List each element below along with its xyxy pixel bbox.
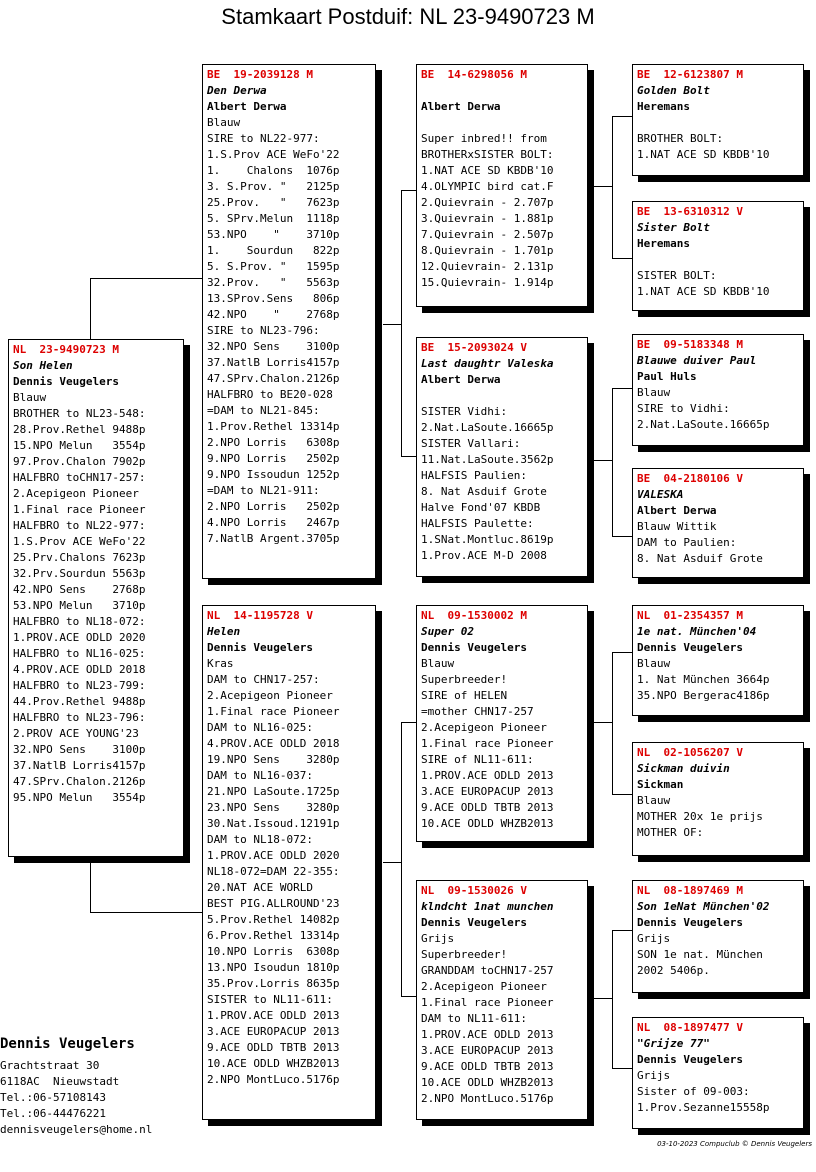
pigeon-owner: Sickman — [637, 778, 684, 791]
pedigree-line: Blauw — [637, 386, 671, 399]
pedigree-line: Grijs — [421, 932, 455, 945]
ring-number: NL 01-2354357 M — [637, 609, 743, 622]
pedigree-line: 42.NPO Sens 2768p — [13, 583, 146, 596]
ring-number: BE 14-6298056 M — [421, 68, 527, 81]
pedigree-line: SIRE of NL11-611: — [421, 753, 534, 766]
connector-line — [90, 856, 91, 912]
pigeon-owner: Dennis Veugelers — [207, 641, 313, 654]
pedigree-line: GRANDDAM toCHN17-257 — [421, 964, 554, 977]
pigeon-name: Son Helen — [13, 359, 73, 372]
pedigree-line: 30.Nat.Issoud.12191p — [207, 817, 340, 830]
pedigree-line: 32.Prv.Sourdun 5563p — [13, 567, 146, 580]
pigeon-name — [421, 83, 583, 99]
pedigree-line: 95.NPO Melun 3554p — [13, 791, 146, 804]
pedigree-line: 1.NAT ACE SD KBDB'10 — [637, 285, 770, 298]
connector-line — [594, 460, 612, 461]
connector-line — [594, 722, 612, 723]
pedigree-line: 13.SProv.Sens 806p — [207, 292, 340, 305]
pedigree-line: SIRE to NL23-796: — [207, 324, 320, 337]
pedigree-line: 5.Prov.Rethel 14082p — [207, 913, 340, 926]
pedigree-line: 10.NPO Lorris 6308p — [207, 945, 340, 958]
pedigree-line: HALFBRO to NL16-025: — [13, 647, 146, 660]
pedigree-line: 2.Nat.LaSoute.16665p — [421, 421, 554, 434]
pedigree-line: 37.NatlB Lorris4157p — [207, 356, 340, 369]
pedigree-line: 7.NatlB Argent.3705p — [207, 532, 340, 545]
connector-line — [401, 722, 417, 723]
pedigree-line: Super inbred!! from — [421, 132, 547, 145]
pedigree-line: 53.NPO " 3710p — [207, 228, 340, 241]
pedigree-line: Blauw — [421, 657, 455, 670]
pigeon-name: Sister Bolt — [637, 221, 710, 234]
pigeon-card-dds[interactable] — [632, 880, 804, 993]
pigeon-name: Den Derwa — [207, 84, 267, 97]
pedigree-line: SISTER BOLT: — [637, 269, 717, 282]
pedigree-line: 9.NPO Lorris 2502p — [207, 452, 340, 465]
pedigree-line: 8. Nat Asduif Grote — [421, 485, 547, 498]
pedigree-line: =mother CHN17-257 — [421, 705, 534, 718]
pedigree-line: 1. Chalons 1076p — [207, 164, 340, 177]
connector-line — [612, 258, 632, 259]
ring-number: NL 08-1897469 M — [637, 884, 743, 897]
owner-block — [0, 1034, 152, 1138]
connector-line — [612, 536, 632, 537]
connector-line — [90, 278, 204, 279]
pigeon-owner: Paul Huls — [637, 370, 697, 383]
pigeon-card-sdd[interactable] — [632, 468, 804, 578]
pigeon-owner: Albert Derwa — [207, 100, 287, 113]
pedigree-line: HALFBRO to NL23-799: — [13, 679, 146, 692]
pedigree-line: SIRE to Vidhi: — [637, 402, 730, 415]
pedigree-line: 9.ACE ODLD TBTB 2013 — [207, 1041, 340, 1054]
pedigree-line: DAM to NL16-025: — [207, 721, 313, 734]
pigeon-name: Son 1eNat München'02 — [637, 900, 770, 913]
pigeon-name: Helen — [207, 625, 241, 638]
pedigree-line: 42.NPO " 2768p — [207, 308, 340, 321]
footer-credit: 03-10-2023 Compuclub © Dennis Veugelers — [657, 1140, 812, 1148]
pedigree-line: Sister of 09-003: — [637, 1085, 750, 1098]
pigeon-owner: Albert Derwa — [421, 373, 501, 386]
pedigree-line: 1.S.Prov ACE WeFo'22 — [207, 148, 340, 161]
connector-line — [401, 190, 402, 456]
pigeon-owner: Albert Derwa — [637, 504, 717, 517]
pigeon-name: VALESKA — [637, 488, 684, 501]
pedigree-line — [637, 115, 799, 131]
ring-number: NL 02-1056207 V — [637, 746, 743, 759]
connector-line — [612, 930, 613, 1068]
pedigree-line: DAM to NL11-611: — [421, 1012, 527, 1025]
pedigree-line: 23.NPO Sens 3280p — [207, 801, 340, 814]
pedigree-line: 1.Final race Pioneer — [421, 996, 554, 1009]
pigeon-name: "Grijze 77" — [637, 1037, 710, 1050]
pedigree-line: MOTHER OF: — [637, 826, 704, 839]
pedigree-line: 3.ACE EUROPACUP 2013 — [207, 1025, 340, 1038]
connector-line — [594, 998, 612, 999]
pedigree-line: BEST PIG.ALLROUND'23 — [207, 897, 340, 910]
pedigree-line: 1.NAT ACE SD KBDB'10 — [421, 164, 554, 177]
connector-line — [612, 794, 632, 795]
pedigree-line: SISTER Vidhi: — [421, 405, 508, 418]
connector-line — [401, 190, 417, 191]
pedigree-line: 47.SPrv.Chalon.2126p — [13, 775, 146, 788]
pigeon-owner: Albert Derwa — [421, 100, 501, 113]
pedigree-line: 3. S.Prov. " 2125p — [207, 180, 340, 193]
pigeon-card-dss[interactable] — [632, 605, 804, 716]
pedigree-line: 8.Quievrain - 1.701p — [421, 244, 554, 257]
pedigree-line: SISTER Vallari: — [421, 437, 521, 450]
pedigree-line: Blauw Wittik — [637, 520, 717, 533]
pedigree-line: 4.OLYMPIC bird cat.F — [421, 180, 554, 193]
pedigree-line: 1.SNat.Montluc.8619p — [421, 533, 554, 546]
pedigree-line: 5. S.Prov. " 1595p — [207, 260, 340, 273]
owner-name: Dennis Veugelers — [0, 1036, 135, 1052]
pedigree-line: 32.NPO Sens 3100p — [13, 743, 146, 756]
connector-line — [90, 278, 91, 340]
pedigree-line: 47.SPrv.Chalon.2126p — [207, 372, 340, 385]
pedigree-line: 1.Prov.ACE M-D 2008 — [421, 549, 547, 562]
owner-phone-2: Tel.:06-44476221 — [0, 1107, 106, 1120]
ring-number: NL 14-1195728 V — [207, 609, 313, 622]
pedigree-line: Grijs — [637, 1069, 671, 1082]
pedigree-line: 2.Acepigeon Pioneer — [421, 980, 547, 993]
pedigree-line: 32.Prov. " 5563p — [207, 276, 340, 289]
pedigree-line: 4.PROV.ACE ODLD 2018 — [207, 737, 340, 750]
pedigree-line: 35.Prov.Lorris 8635p — [207, 977, 340, 990]
pedigree-line: 2.Quievrain - 2.707p — [421, 196, 554, 209]
pedigree-line: HALFSIS Paulien: — [421, 469, 527, 482]
pigeon-card-ssd[interactable] — [632, 201, 804, 311]
pedigree-line: 1.S.Prov ACE WeFo'22 — [13, 535, 146, 548]
pigeon-card-sds[interactable] — [632, 334, 804, 446]
pedigree-line: 9.ACE ODLD TBTB 2013 — [421, 1060, 554, 1073]
pedigree-line: 5. SPrv.Melun 1118p — [207, 212, 340, 225]
pigeon-card-sss[interactable] — [632, 64, 804, 176]
owner-address: Grachtstraat 30 — [0, 1059, 100, 1072]
pigeon-name: Super 02 — [421, 625, 474, 638]
pedigree-line: 2.NPO MontLuco.5176p — [207, 1073, 340, 1086]
pedigree-line: 1.Prov.Rethel 13314p — [207, 420, 340, 433]
pedigree-line: MOTHER 20x 1e prijs — [637, 810, 763, 823]
connector-line — [612, 1068, 632, 1069]
pedigree-line: 1. Sourdun 822p — [207, 244, 340, 257]
connector-line — [612, 652, 632, 653]
pedigree-line: 6.Prov.Rethel 13314p — [207, 929, 340, 942]
connector-line — [612, 116, 613, 258]
pedigree-line: 10.ACE ODLD WHZB2013 — [421, 1076, 554, 1089]
pigeon-owner: Dennis Veugelers — [637, 1053, 743, 1066]
connector-line — [383, 324, 401, 325]
pedigree-line: 37.NatlB Lorris4157p — [13, 759, 146, 772]
pedigree-line: Blauw — [637, 657, 671, 670]
pigeon-card-dam-sire[interactable] — [416, 605, 588, 842]
pigeon-name: Blauwe duiver Paul — [637, 354, 757, 367]
pedigree-line: 4.NPO Lorris 2467p — [207, 516, 340, 529]
pedigree-line: 9.ACE ODLD TBTB 2013 — [421, 801, 554, 814]
connector-line — [612, 652, 613, 794]
pigeon-name: klndcht 1nat munchen — [421, 900, 554, 913]
owner-email[interactable]: dennisveugelers@home.nl — [0, 1123, 153, 1136]
pedigree-line: BROTHERxSISTER BOLT: — [421, 148, 554, 161]
pedigree-line: 53.NPO Melun 3710p — [13, 599, 146, 612]
pedigree-line: Kras — [207, 657, 234, 670]
pigeon-name: Golden Bolt — [637, 84, 710, 97]
pedigree-line: 9.NPO Issoudun 1252p — [207, 468, 340, 481]
pedigree-line: 25.Prov. " 7623p — [207, 196, 340, 209]
connector-line — [90, 912, 204, 913]
pedigree-line — [421, 115, 583, 131]
pigeon-owner: Dennis Veugelers — [13, 375, 119, 388]
pedigree-line: 2.NPO Lorris 2502p — [207, 500, 340, 513]
pedigree-line: Grijs — [637, 932, 671, 945]
connector-line — [612, 388, 613, 536]
pedigree-line: 3.ACE EUROPACUP 2013 — [421, 785, 554, 798]
pigeon-owner: Dennis Veugelers — [421, 916, 527, 929]
pedigree-line: 35.NPO Bergerac4186p — [637, 689, 770, 702]
pedigree-line — [637, 252, 799, 268]
pedigree-line: 15.NPO Melun 3554p — [13, 439, 146, 452]
pedigree-line: SIRE of HELEN — [421, 689, 508, 702]
pigeon-owner: Dennis Veugelers — [421, 641, 527, 654]
pedigree-line: 1.PROV.ACE ODLD 2020 — [13, 631, 146, 644]
connector-line — [612, 116, 632, 117]
pedigree-line: HALFBRO to NL18-072: — [13, 615, 146, 628]
pedigree-line: 1.Final race Pioneer — [207, 705, 340, 718]
connector-line — [594, 186, 612, 187]
pedigree-line: 2002 5406p. — [637, 964, 710, 977]
pedigree-line: HALFBRO to BE20-028 — [207, 388, 333, 401]
ring-number: NL 09-1530002 M — [421, 609, 527, 622]
pedigree-line: 2.Nat.LaSoute.16665p — [637, 418, 770, 431]
connector-line — [612, 930, 632, 931]
pedigree-line: HALFBRO toCHN17-257: — [13, 471, 146, 484]
pedigree-line: 19.NPO Sens 3280p — [207, 753, 340, 766]
pedigree-line: 1.NAT ACE SD KBDB'10 — [637, 148, 770, 161]
pigeon-card-sire-dam[interactable] — [416, 337, 588, 577]
connector-line — [401, 996, 417, 997]
pedigree-line: 44.Prov.Rethel 9488p — [13, 695, 146, 708]
pedigree-line — [421, 388, 583, 404]
pigeon-owner: Heremans — [637, 100, 690, 113]
pedigree-line: 12.Quievrain- 2.131p — [421, 260, 554, 273]
pedigree-line: 21.NPO LaSoute.1725p — [207, 785, 340, 798]
pedigree-line: 28.Prov.Rethel 9488p — [13, 423, 146, 436]
pedigree-line: 13.NPO Isoudun 1810p — [207, 961, 340, 974]
pigeon-card-sire[interactable] — [202, 64, 376, 579]
pedigree-line: BROTHER BOLT: — [637, 132, 724, 145]
pedigree-line: 11.Nat.LaSoute.3562p — [421, 453, 554, 466]
pedigree-line: 10.ACE ODLD WHZB2013 — [421, 817, 554, 830]
ring-number: NL 09-1530026 V — [421, 884, 527, 897]
ring-number: BE 13-6310312 V — [637, 205, 743, 218]
ring-number: BE 15-2093024 V — [421, 341, 527, 354]
pedigree-line: 1.Final race Pioneer — [421, 737, 554, 750]
pigeon-owner: Dennis Veugelers — [637, 916, 743, 929]
pedigree-line: Superbreeder! — [421, 673, 508, 686]
pigeon-card-sire-sire[interactable] — [416, 64, 588, 307]
pedigree-line: 25.Prv.Chalons 7623p — [13, 551, 146, 564]
ring-number: BE 09-5183348 M — [637, 338, 743, 351]
pedigree-line: 2.Acepigeon Pioneer — [13, 487, 139, 500]
pedigree-line: Blauw — [13, 391, 47, 404]
pedigree-line: 3.ACE EUROPACUP 2013 — [421, 1044, 554, 1057]
pedigree-line: 15.Quievrain- 1.914p — [421, 276, 554, 289]
pedigree-line: Halve Fond'07 KBDB — [421, 501, 541, 514]
ring-number: NL 23-9490723 M — [13, 343, 119, 356]
pedigree-line: SIRE to NL22-977: — [207, 132, 320, 145]
pedigree-line: 10.ACE ODLD WHZB2013 — [207, 1057, 340, 1070]
pedigree-line: HALFSIS Paulette: — [421, 517, 534, 530]
pigeon-name: 1e nat. München'04 — [637, 625, 757, 638]
pigeon-card-dsd[interactable] — [632, 742, 804, 856]
pedigree-line: Blauw — [637, 794, 671, 807]
pedigree-line: Superbreeder! — [421, 948, 508, 961]
pedigree-line: DAM to Paulien: — [637, 536, 737, 549]
pedigree-line: 3.Quievrain - 1.881p — [421, 212, 554, 225]
pedigree-line: Blauw — [207, 116, 241, 129]
pedigree-line: 2.PROV ACE YOUNG'23 — [13, 727, 139, 740]
connector-line — [383, 862, 401, 863]
pedigree-line: BROTHER to NL23-548: — [13, 407, 146, 420]
pedigree-line: 2.NPO Lorris 6308p — [207, 436, 340, 449]
ring-number: BE 19-2039128 M — [207, 68, 313, 81]
pedigree-line: 1.Prov.Sezanne15558p — [637, 1101, 770, 1114]
pedigree-line: DAM to NL16-037: — [207, 769, 313, 782]
pedigree-line: 4.PROV.ACE ODLD 2018 — [13, 663, 146, 676]
pedigree-line: 2.Acepigeon Pioneer — [207, 689, 333, 702]
pigeon-owner: Heremans — [637, 237, 690, 250]
pedigree-line: NL18-072=DAM 22-355: — [207, 865, 340, 878]
pigeon-name: Sickman duivin — [637, 762, 730, 775]
pedigree-line: SISTER to NL11-611: — [207, 993, 333, 1006]
pedigree-line: 32.NPO Sens 3100p — [207, 340, 340, 353]
pedigree-line: 20.NAT ACE WORLD — [207, 881, 313, 894]
pedigree-line: 1.PROV.ACE ODLD 2013 — [421, 1028, 554, 1041]
pedigree-line: 1.PROV.ACE ODLD 2013 — [207, 1009, 340, 1022]
pigeon-owner: Dennis Veugelers — [637, 641, 743, 654]
owner-postcode: 6118AC Nieuwstadt — [0, 1075, 120, 1088]
pedigree-line: 97.Prov.Chalon 7902p — [13, 455, 146, 468]
pigeon-name: Last daughtr Valeska — [421, 357, 554, 370]
pedigree-line: 1. Nat München 3664p — [637, 673, 770, 686]
ring-number: BE 04-2180106 V — [637, 472, 743, 485]
pigeon-card-ddd[interactable] — [632, 1017, 804, 1129]
pedigree-line: 1.PROV.ACE ODLD 2013 — [421, 769, 554, 782]
connector-line — [612, 388, 632, 389]
ring-number: NL 08-1897477 V — [637, 1021, 743, 1034]
pigeon-card-subject[interactable] — [8, 339, 184, 857]
pedigree-line: 1.Final race Pioneer — [13, 503, 146, 516]
pedigree-line: HALFBRO to NL23-796: — [13, 711, 146, 724]
pedigree-line: DAM to CHN17-257: — [207, 673, 320, 686]
pedigree-line: HALFBRO to NL22-977: — [13, 519, 146, 532]
connector-line — [401, 456, 417, 457]
connector-line — [401, 722, 402, 996]
pedigree-line: 1.PROV.ACE ODLD 2020 — [207, 849, 340, 862]
pedigree-line: SON 1e nat. München — [637, 948, 763, 961]
pigeon-card-dam[interactable] — [202, 605, 376, 1120]
pigeon-card-dam-dam[interactable] — [416, 880, 588, 1120]
pedigree-line: =DAM to NL21-845: — [207, 404, 320, 417]
owner-phone-1: Tel.:06-57108143 — [0, 1091, 106, 1104]
pedigree-line: 2.Acepigeon Pioneer — [421, 721, 547, 734]
pedigree-line: 7.Quievrain - 2.507p — [421, 228, 554, 241]
pedigree-line: 2.NPO MontLuco.5176p — [421, 1092, 554, 1105]
page-title: Stamkaart Postduif: NL 23-9490723 M — [221, 4, 595, 29]
pedigree-line: DAM to NL18-072: — [207, 833, 313, 846]
pedigree-line: =DAM to NL21-911: — [207, 484, 320, 497]
pedigree-line: 8. Nat Asduif Grote — [637, 552, 763, 565]
ring-number: BE 12-6123807 M — [637, 68, 743, 81]
